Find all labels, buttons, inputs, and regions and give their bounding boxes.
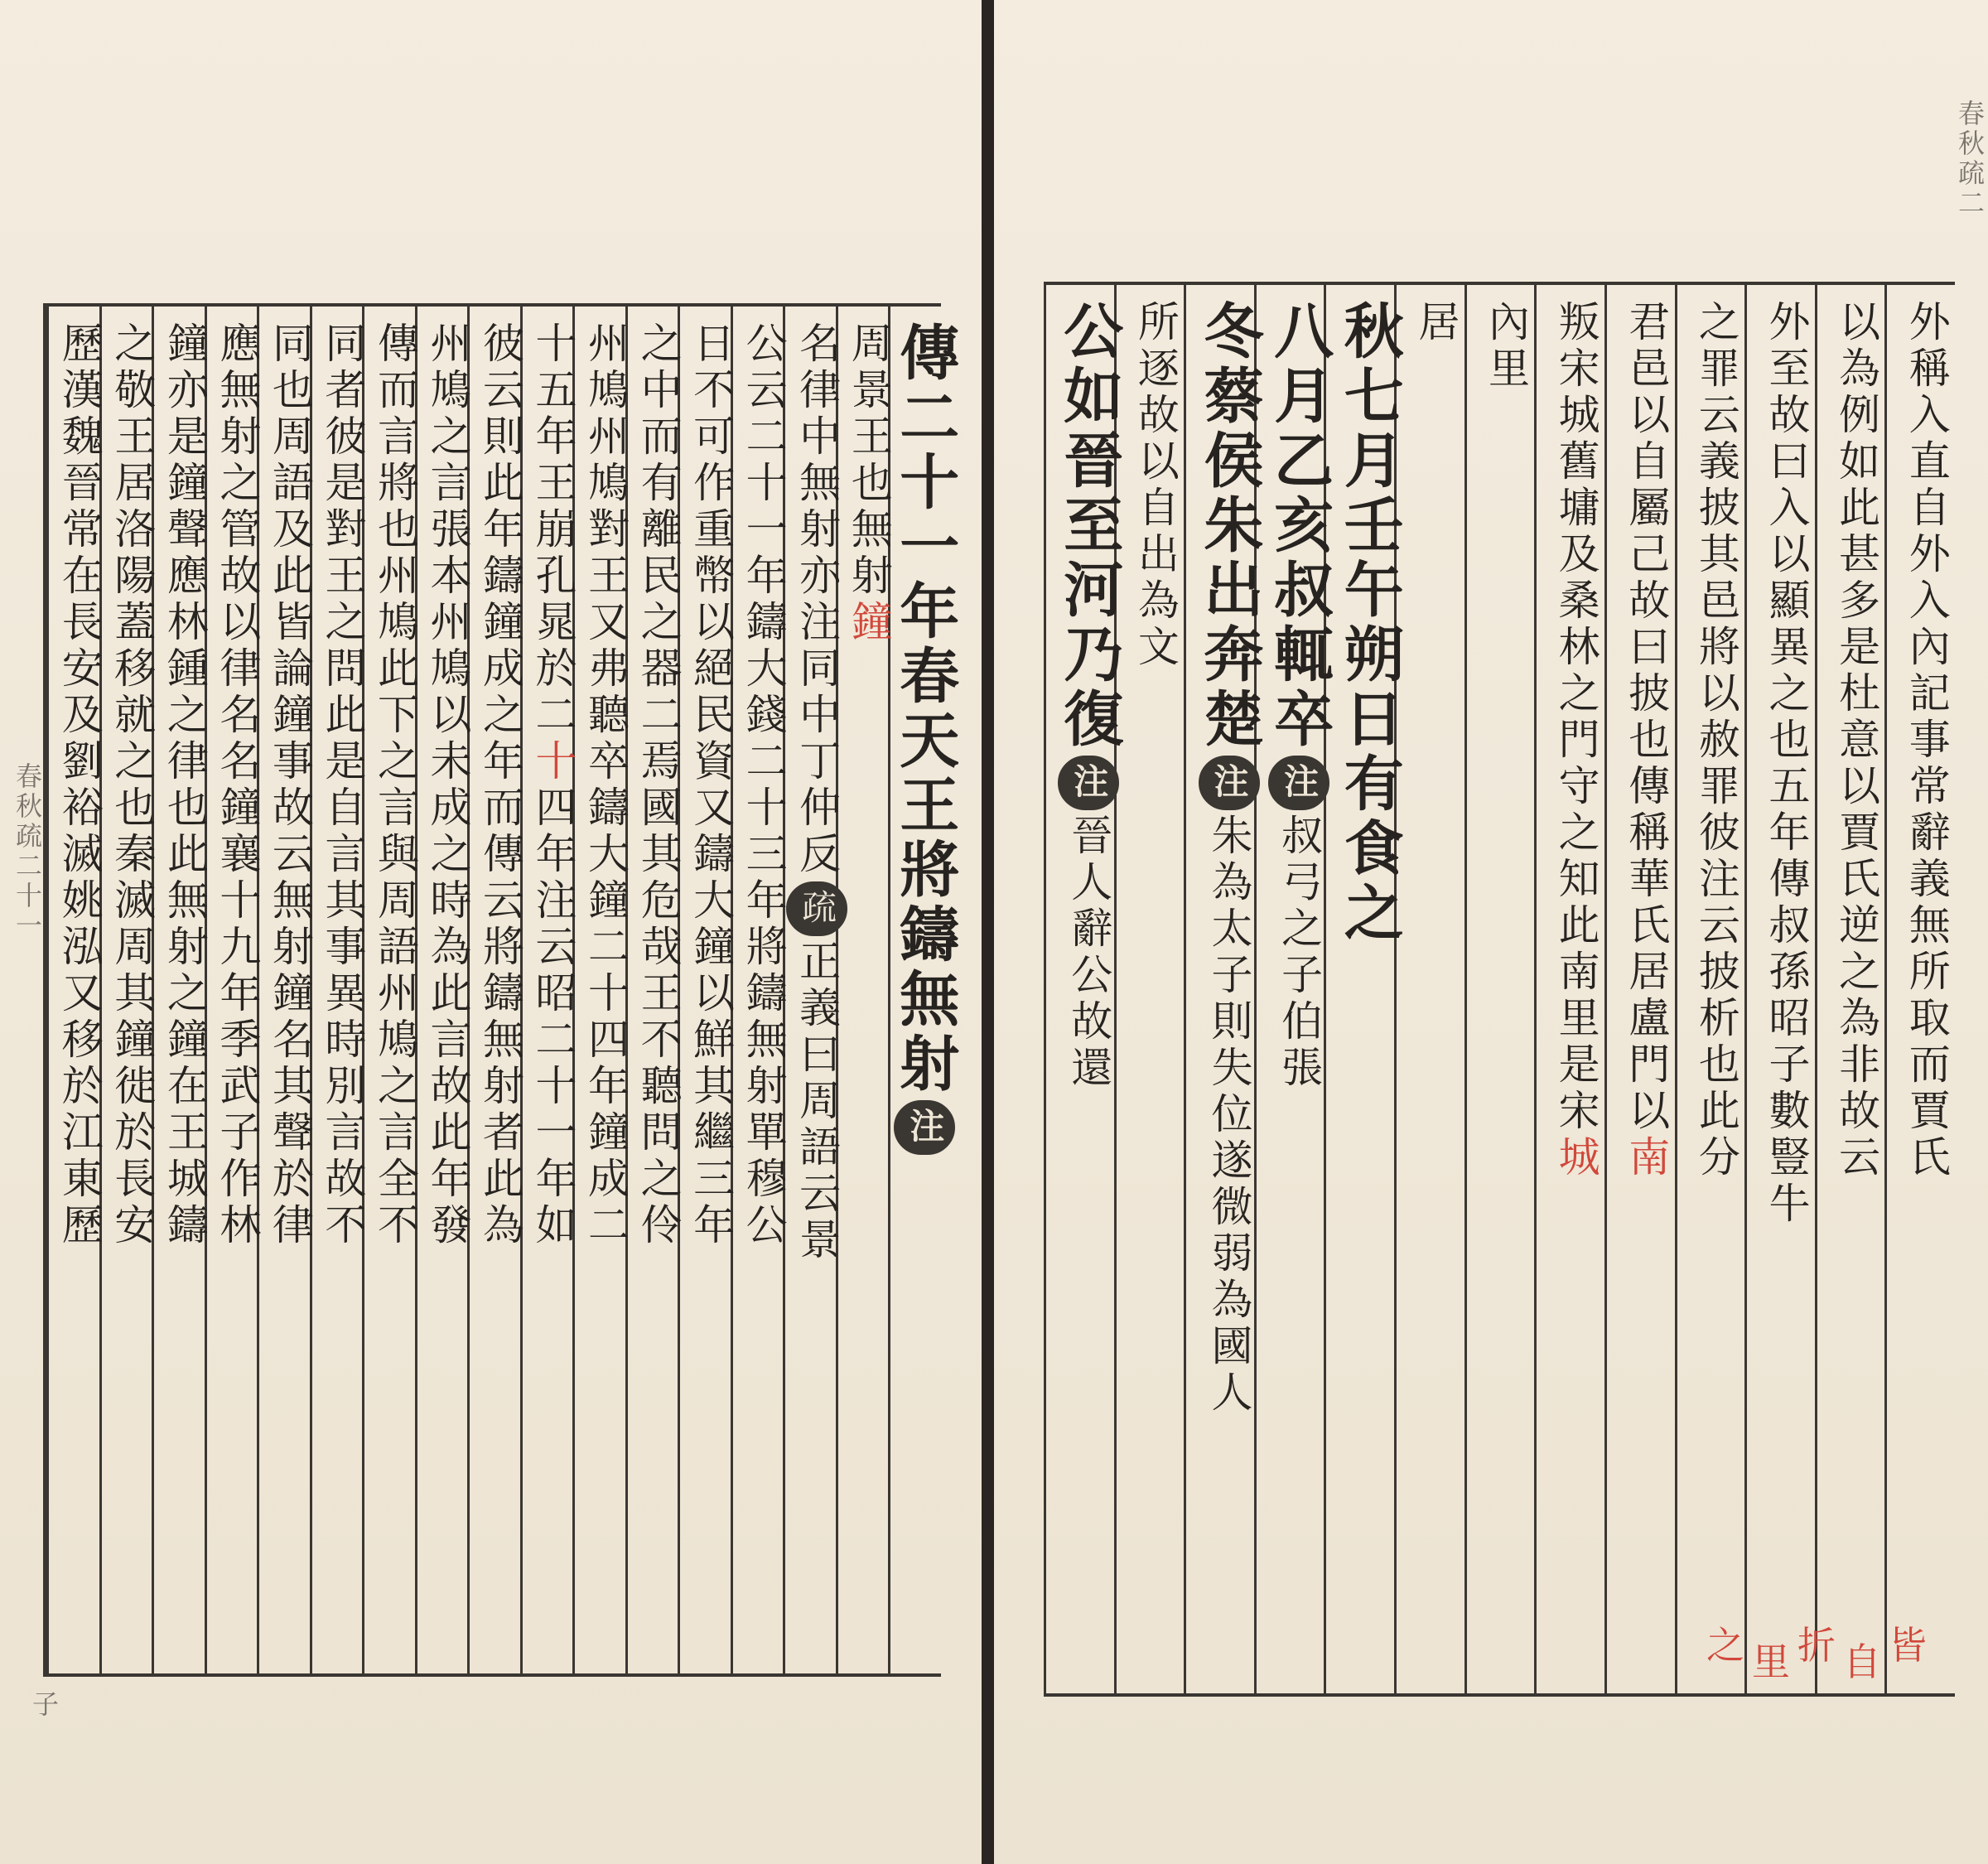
annotation-badge: 注 [1268,756,1329,810]
column-text: 州鳩之言張本州鳩以未成之時為此言故此年發 [423,321,472,1249]
column-text: 日不可作重幣以絕民資又鑄大鐘以鮮其繼三年 [687,321,736,1249]
left-column-2 [839,321,899,646]
column-rule [46,307,49,1673]
right-column-11 [1186,300,1272,1417]
column-text: 應無射之管故以律名名鐘襄十九年季武子作林 [213,321,262,1249]
left-column-16 [102,321,162,1249]
column-text: 叛宋城舊墉及桑林之門守之知此南里是宋 [1551,300,1600,1135]
left-column-10 [417,321,477,1249]
right-page [994,0,1988,1864]
red-character: 鐘 [844,600,893,646]
left-column-8 [524,321,583,1249]
left-column-15 [155,321,215,1249]
right-column-6 [1546,300,1606,1181]
column-text: 周景王也無射 [844,321,893,600]
column-text: 傳二十一年春天王將鑄無射 [890,321,961,1097]
column-text: 秋七月壬午朔日有食之 [1334,300,1405,946]
left-foot-mark: 子 [28,1690,60,1720]
column-text: 之中而有離民之器二焉國其危哉王不聽問之伶 [634,321,683,1249]
left-column-5 [681,321,741,1249]
column-text: 外稱入直自外入內記事常辭義無所取而賈氏 [1902,300,1951,1181]
column-text: 公如晉至河乃復 [1054,300,1125,752]
red-character: 城 [1551,1135,1600,1181]
left-page [0,0,982,1864]
red-character: 南 [1622,1135,1671,1181]
left-column-6 [629,321,688,1249]
right-column-7 [1476,300,1536,393]
column-rule [1464,285,1467,1693]
red-character: 十 [528,739,577,785]
column-text: 同也周語及此皆論鐘事故云無射鐘名其聲於律 [265,321,314,1249]
red-note: 自 [1843,1639,1881,1684]
left-column-7 [576,321,635,1249]
column-text: 外至故曰入以顯異之也五年傳叔孫昭子數豎牛 [1762,300,1811,1228]
column-text: 君邑以自屬己故曰披也傳稱華氏居盧門以 [1622,300,1671,1135]
left-column-12 [312,321,372,1249]
column-tail-text: 晉人辭公故還 [1064,814,1113,1092]
column-text: 所逐故以自出為文 [1131,300,1180,671]
annotation-badge: 注 [894,1100,955,1155]
column-text: 以為例如此甚多是杜意以賈氏逆之為非故云 [1832,300,1881,1181]
left-column-9 [470,321,530,1249]
column-text: 歷漢魏晉常在長安及劉裕滅姚泓又移於江東歷 [55,321,104,1249]
annotation-badge: 注 [1199,756,1260,810]
red-note: 之 [1706,1623,1744,1668]
column-text: 名律中無射亦注同中丁仲反 [793,321,842,878]
right-column-5 [1616,300,1676,1181]
column-text: 鐘亦是鐘聲應林鍾之律也此無射之鐘在王城鑄 [160,321,209,1249]
annotation-badge: 注 [1058,756,1119,810]
column-text: 彼云則此年鑄鐘成之年而傳云將鑄無射者此為 [476,321,524,1249]
column-text: 公云二十一年鑄大錢二十三年將鑄無射單穆公 [739,321,788,1249]
left-column-14 [207,321,267,1249]
left-column-17 [50,321,109,1249]
right-margin-label: 春秋疏二 [1954,99,1986,219]
column-text: 八月乙亥叔輒卒 [1264,300,1335,752]
column-rule [1534,285,1537,1693]
right-column-12 [1126,300,1185,671]
left-column-3 [786,321,847,1264]
column-text: 居 [1411,300,1460,346]
red-note: 里 [1752,1639,1790,1684]
column-tail-text: 四年注云昭二十一年如 [528,785,577,1249]
red-note: 皆 [1889,1623,1927,1668]
column-text: 冬蔡侯朱出奔楚 [1194,300,1265,752]
column-text: 之罪云義披其邑將以赦罪彼注云披析也此分 [1691,300,1740,1181]
right-column-3 [1756,300,1816,1228]
right-column-8 [1406,300,1465,346]
column-text: 十五年王崩孔晁於二 [528,321,577,739]
column-text: 內里 [1482,300,1530,393]
left-column-4 [734,321,794,1249]
right-column-13 [1045,300,1132,1092]
column-text: 傳而言將也州鳩此下之言與周語州鳩之言全不 [370,321,419,1249]
book-gutter [982,0,994,1864]
right-text-frame [1044,282,1955,1697]
right-column-1 [1897,300,1957,1181]
column-text: 同者彼是對王之問此是自言其事異時別言故不 [318,321,367,1249]
column-text: 之敬王居洛陽蓋移就之也秦滅周其鐘徙於長安 [108,321,157,1249]
column-text: 州鳩州鳩對王又弗聽卒鑄大鐘二十四年鐘成二 [581,321,630,1249]
left-column-11 [365,321,425,1249]
right-column-4 [1686,300,1746,1181]
annotation-badge: 疏 [786,881,847,936]
red-note: 折 [1797,1623,1836,1668]
column-tail-text: 叔弓之子伯張 [1275,814,1324,1092]
column-tail-text: 正義曰周語云景 [793,939,842,1264]
column-tail-text: 朱為太子則失位遂微弱為國人 [1204,814,1253,1417]
left-margin-label: 春秋疏二十一 [12,762,43,941]
left-text-frame [43,303,961,1677]
right-column-2 [1826,300,1886,1181]
left-column-13 [260,321,320,1249]
